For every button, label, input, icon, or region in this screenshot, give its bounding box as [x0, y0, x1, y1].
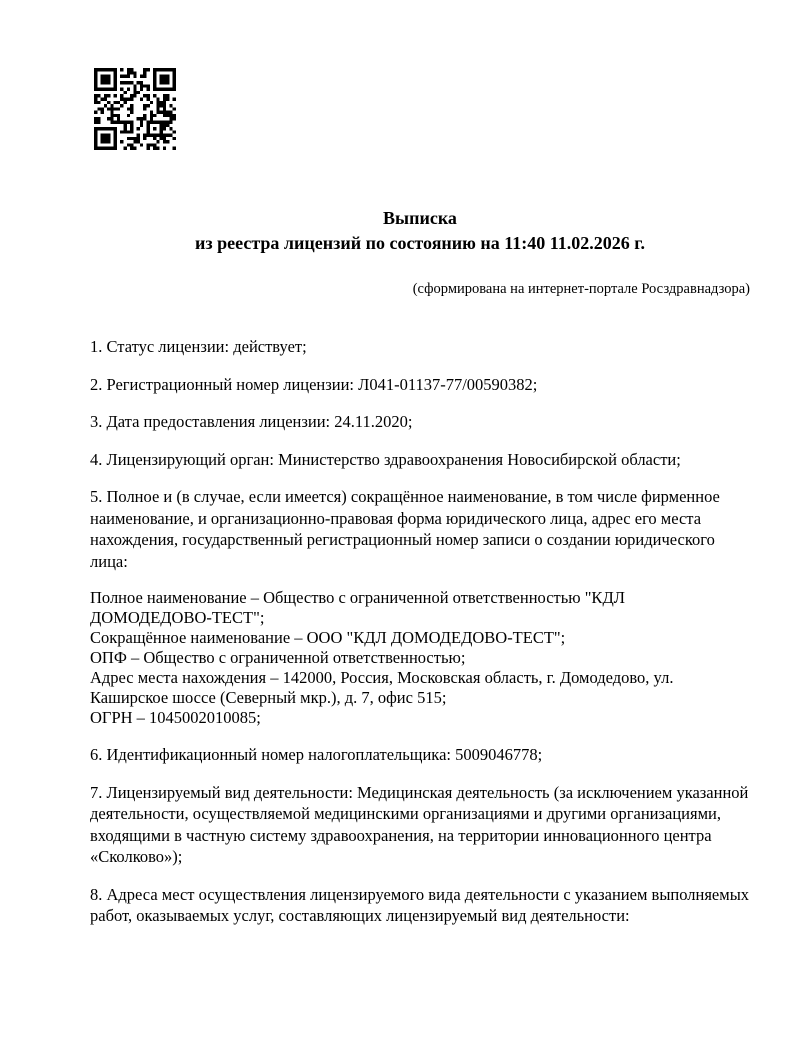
paragraph-licensing-authority: 4. Лицензирующий орган: Министерство здравоохранения Новосибирской области; — [90, 449, 681, 469]
title-line-2: из реестра лицензий по состоянию на 11:40 11.02.2026 г. — [195, 233, 645, 253]
org-short-name: Сокращённое наименование – ООО "КДЛ ДОМОДЕДОВО-ТЕСТ"; — [90, 628, 566, 647]
document-content — [90, 0, 750, 943]
document-title — [90, 206, 750, 256]
organization-details — [90, 588, 750, 728]
paragraph-licensed-activity: 7. Лицензируемый вид деятельности: Медицинская деятельность (за исключением указанной деятельности, осуществляемой медицинскими организациями и другими организациями, входящими в частную систему здравоохранения, на территории инновационного центра «Сколково»); — [90, 782, 749, 866]
paragraph-grant-date: 3. Дата предоставления лицензии: 24.11.2020; — [90, 412, 413, 431]
document-body — [90, 336, 750, 927]
subtitle-note: (сформирована на интернет-портале Росздравнадзора) — [412, 281, 750, 297]
paragraph-taxpayer-number: 6. Идентификационный номер налогоплательщика: 5009046778; — [90, 745, 543, 764]
org-address: Адрес места нахождения – 142000, Россия, Московская область, г. Домодедово, ул. Каширское шоссе (Северный мкр.), д. 7, офис 515; — [90, 668, 674, 707]
org-ogrn: ОГРН – 1045002010085; — [90, 708, 261, 727]
paragraph-activity-addresses-intro: 8. Адреса мест осуществления лицензируемого вида деятельности с указанием выполняемых работ, оказываемых услуг, составляющих лицензируемый вид деятельности: — [90, 884, 750, 925]
org-full-name: Полное наименование – Общество с ограниченной ответственностью "КДЛ ДОМОДЕДОВО-ТЕСТ"; — [90, 588, 625, 627]
paragraph-organization-intro: 5. Полное и (в случае, если имеется) сокращённое наименование, в том числе фирменное наименование, и организационно-правовая форма юридического лица, адрес его места нахождения, государственный регистрационный номер записи о создании юридического лица: — [90, 487, 720, 571]
paragraph-license-status: 1. Статус лицензии: действует; — [90, 337, 307, 356]
paragraph-registration-number: 2. Регистрационный номер лицензии: Л041-01137-77/00590382; — [90, 374, 538, 394]
org-legal-form: ОПФ – Общество с ограниченной ответственностью; — [90, 648, 466, 667]
title-line-1: Выписка — [383, 208, 457, 228]
